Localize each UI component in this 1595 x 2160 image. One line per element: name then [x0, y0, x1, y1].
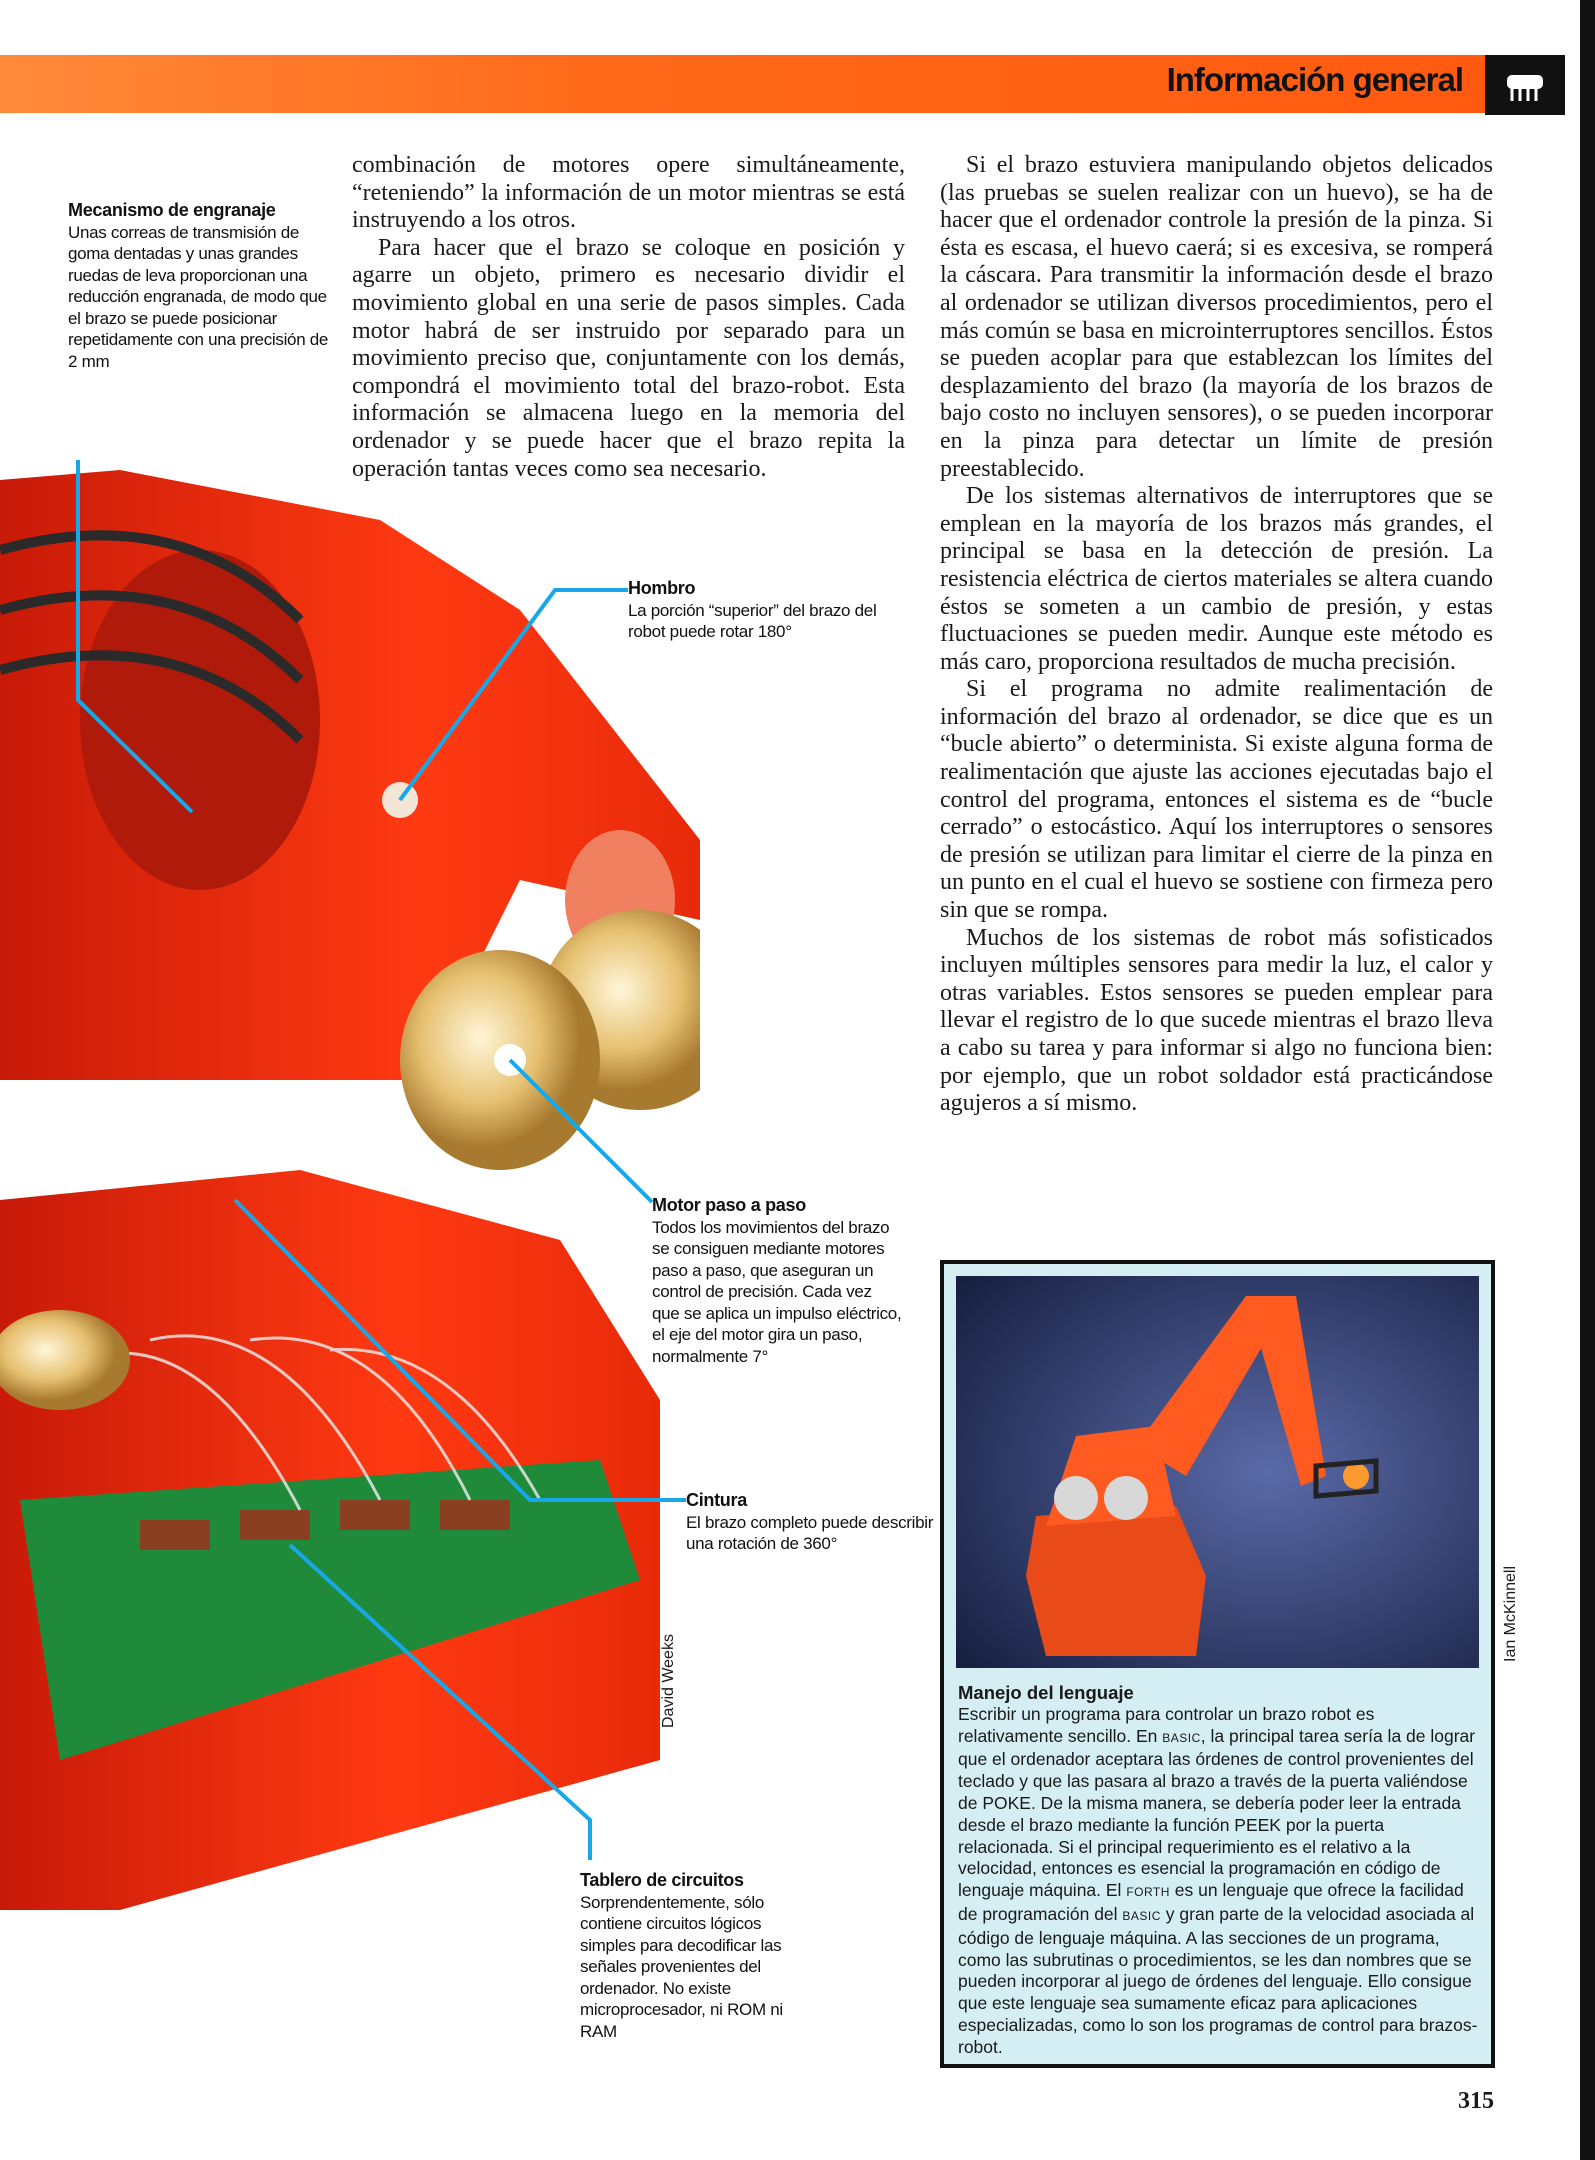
callout-text: Sorprendentemente, sólo contiene circuitos lógicos simples para decodificar las señales provenientes del ordenador. No existe microprocesador, ni ROM ni RAM: [580, 1892, 783, 2041]
section-title: Información general: [1166, 61, 1463, 98]
callout-circuit-board: [580, 1870, 820, 2042]
robot-arm-cutaway-illustration: [0, 460, 700, 1940]
callout-title: Mecanismo de engranaje: [68, 200, 276, 220]
section-icon-box: [1485, 55, 1565, 115]
callout-waist: [686, 1490, 936, 1555]
paragraph: Si el programa no admite realimentación de información del brazo al ordenador, se dice que es un “bucle abierto” o determinista. Si existe alguna forma de realimentación que ajuste las acciones ejecutadas bajo el control del programa, entonces el sistema es de “bucle cerrado” o estocástico. Aquí los interruptores o sensores de presión se utilizan para limitar el cierre de la pinza en un punto en el cual el huevo se sostiene con firmeza pero sin que se rompa.: [940, 676, 1493, 924]
paragraph: combinación de motores opere simultáneamente, “reteniendo” la información de un motor mientras se está instruyendo a los otros.: [352, 152, 905, 234]
callout-gear-mechanism: [68, 200, 338, 372]
section-header-band: [0, 55, 1485, 113]
sidebar-box: [940, 1260, 1495, 2068]
paragraph: Para hacer que el brazo se coloque en posición y agarre un objeto, primero es necesario dividir el movimiento global en una serie de pasos simples. Cada motor habrá de ser instruido por separado para un movimiento preciso que, conjuntamente con los demás, compondrá el movimiento total del brazo-robot. Esta información se almacena luego en la memoria del ordenador y se puede hacer que el brazo repita la operación tantas veces como sea necesario.: [352, 234, 905, 482]
paragraph: Si el brazo estuviera manipulando objetos delicados (las pruebas se suelen realizar con un huevo), se ha de hacer que el ordenador controle la presión de la pinza. Si ésta es escasa, el huevo caerá; si es excesiva, se romperá la cáscara. Para transmitir la información desde el brazo al ordenador se utilizan diversos procedimientos, pero el más común se basa en microinterruptores sencillos. Éstos se pueden acoplar para que establezcan los límites del desplazamiento del brazo (la mayoría de los brazos de bajo costo no incluyen sensores), o se pueden incorporar en la pinza para detectar un límite de presión preestablecido.: [940, 152, 1493, 482]
text-run: , la principal tarea sería la de lograr que el ordenador aceptara las órdenes de control provenientes del teclado y que las pasara al brazo a través de la puerta valiéndose de POKE. De la misma manera, se debería poder leer la entrada desde el brazo mediante la función PEEK por la puerta relacionada. Si el principal requerimiento es el relativo a la velocidad, entonces es esencial la programación en código de lenguaje máquina. El: [958, 1725, 1476, 1901]
paragraph: De los sistemas alternativos de interruptores que se emplean en la mayoría de los brazos más grandes, el principal se basa en la detección de presión. La resistencia eléctrica de ciertos materiales se altera cuando éstos se someten a un cambio de presión, y estas fluctuaciones se pueden medir. Aunque este método es más caro, proporciona resultados de mucha precisión.: [940, 483, 1493, 675]
page-number: 315: [1458, 2088, 1494, 2114]
paragraph: Muchos de los sistemas de robot más sofisticados incluyen múltiples sensores para medir la luz, el calor y otras variables. Estos sensores se pueden emplear para llevar el registro de lo que sucede mientras el brazo lleva a cabo su tarea y para informar si algo no funciona bien: por ejemplo, que un robot soldador está practicándose agujeros a sí mismo.: [940, 924, 1493, 1117]
photo-credit: Ian McKinnell: [1502, 1565, 1519, 1662]
text-run-smallcaps: BASIC: [1162, 1730, 1201, 1745]
text-run: Escribir un programa para controlar un brazo robot es relativamente sencillo. En: [958, 1703, 1375, 1746]
callout-text: El brazo completo puede describir una rotación de 360°: [686, 1512, 934, 1553]
callout-stepper-motor: [652, 1195, 902, 1367]
callout-text: Todos los movimientos del brazo se consiguen mediante motores paso a paso, que aseguran un control de precisión. Cada vez que se aplica un impulso eléctrico, el eje del motor gira un paso, normalmente 7°: [652, 1217, 902, 1366]
sidebar-caption: [958, 1682, 1483, 2059]
illustration-credit: David Weeks: [660, 1634, 677, 1728]
callout-title: Tablero de circuitos: [580, 1870, 744, 1890]
callout-text: Unas correas de transmisión de goma dentadas y unas grandes ruedas de leva proporcionan una reducción engranada, de modo que el brazo se puede posicionar repetidamente con una precisión de 2 mm: [68, 222, 329, 371]
article-column-right: [940, 152, 1493, 1118]
callout-title: Cintura: [686, 1490, 747, 1510]
chip-icon: [1485, 55, 1565, 115]
sidebar-text: [958, 1704, 1477, 2057]
callout-shoulder: [628, 578, 898, 643]
page-edge: [1580, 0, 1595, 2160]
callout-title: Hombro: [628, 578, 696, 598]
callout-text: La porción “superior” del brazo del robot puede rotar 180°: [628, 600, 877, 641]
robot-arm-photo: [956, 1276, 1479, 1668]
text-run: y gran parte de la velocidad asociada al código de lenguaje máquina. A las secciones de un programa, como las subrutinas o procedimientos, se les dan nombres que se pueden incorporar al juego de órdenes del lenguaje. Ello consigue que este lenguaje sea sumamente eficaz para aplicaciones especializadas, como lo son los programas de control para brazos-robot.: [958, 1903, 1478, 2057]
article-column-middle: [352, 152, 905, 483]
callout-title: Motor paso a paso: [652, 1195, 806, 1215]
text-run: es un lenguaje que ofrece la facilidad de programación del: [958, 1880, 1464, 1924]
text-run-smallcaps: BASIC: [1122, 1908, 1161, 1923]
sidebar-title: Manejo del lenguaje: [958, 1682, 1134, 1703]
text-run-smallcaps: FORTH: [1126, 1885, 1170, 1900]
